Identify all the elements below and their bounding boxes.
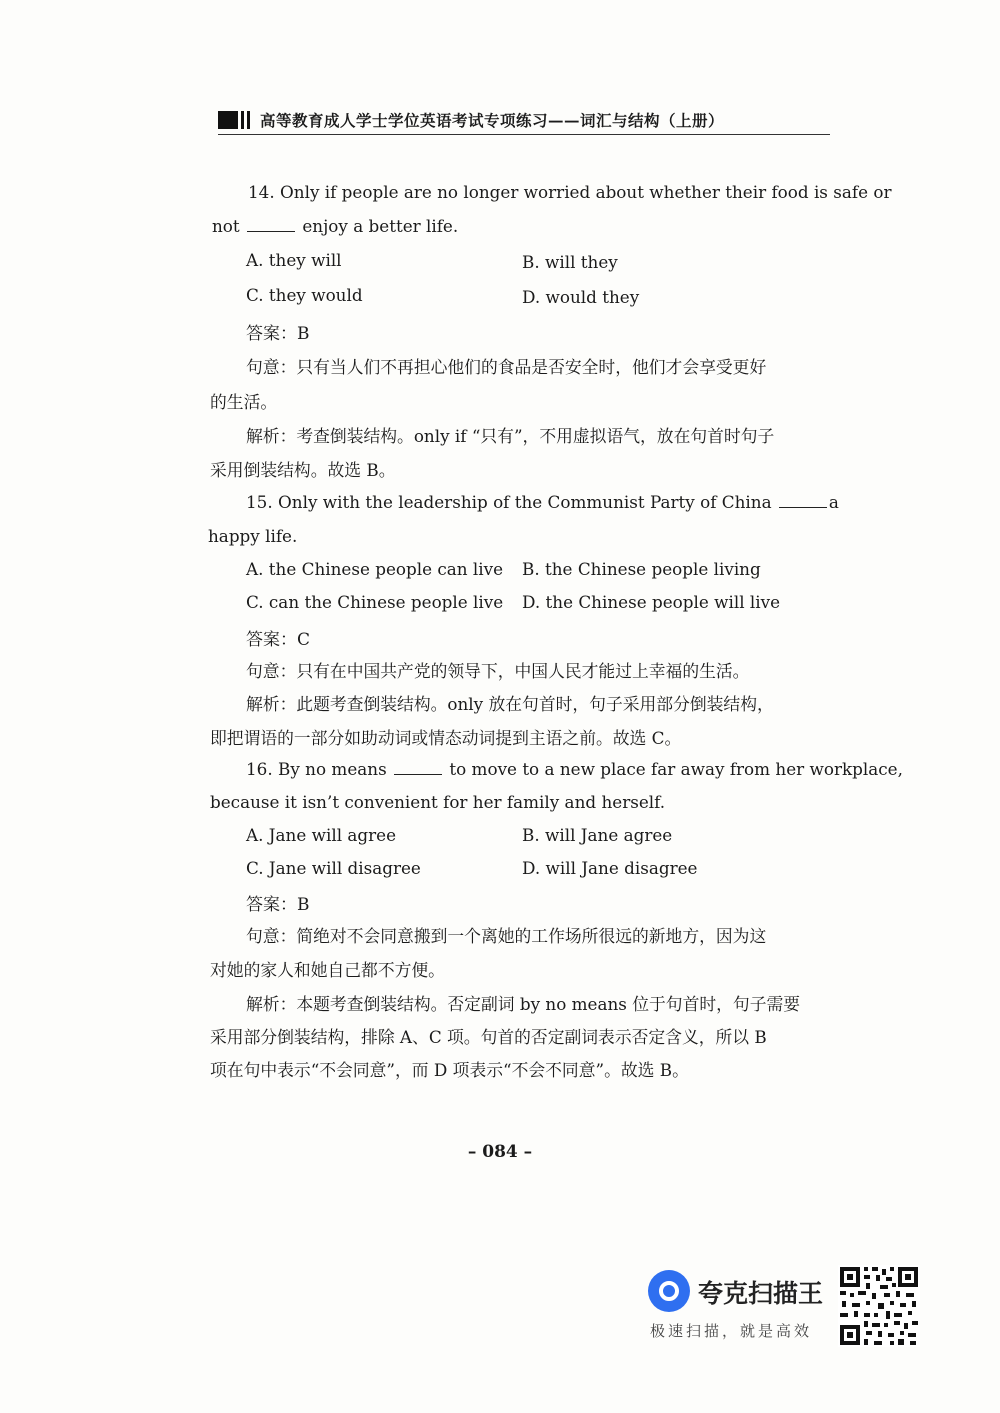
q14-option-a: A. they will <box>246 250 342 270</box>
q15-option-d: D. the Chinese people will live <box>522 592 781 612</box>
q16-option-b: B. will Jane agree <box>522 825 673 845</box>
q14-analysis-line1: 解析：考查倒装结构。only if “只有”，不用虚拟语气，放在句首时句子 <box>246 426 775 446</box>
q14-option-d: D. would they <box>522 287 640 307</box>
q15-stem-line1 <box>246 492 839 512</box>
q14-blank <box>247 217 295 232</box>
q16-stem-line1 <box>246 759 903 779</box>
header-bars-icon <box>218 111 250 129</box>
qr-code-icon <box>838 1265 920 1347</box>
q14-stem-line2 <box>212 216 458 236</box>
q14-stem-pre: not <box>212 216 240 236</box>
q16-blank <box>394 760 442 775</box>
q16-stem-line2: because it isn’t convenient for her family and herself. <box>210 792 666 812</box>
q16-analysis-line3: 项在句中表示“不会同意”，而 D 项表示“不会不同意”。故选 B。 <box>210 1060 689 1080</box>
q16-option-c: C. Jane will disagree <box>246 858 421 878</box>
q15-analysis-line2: 即把谓语的一部分如助动词或情态动词提到主语之前。故选 C。 <box>210 728 682 748</box>
q16-stem-post: to move to a new place far away from her workplace, <box>449 759 903 779</box>
header-title: 高等教育成人学士学位英语考试专项练习——词汇与结构（上册） <box>260 111 725 130</box>
scanner-logo-icon <box>648 1270 690 1312</box>
q16-option-a: A. Jane will agree <box>246 825 397 845</box>
q16-analysis-line2: 采用部分倒装结构，排除 A、C 项。句首的否定副词表示否定含义，所以 B <box>210 1027 767 1047</box>
q16-option-d: D. will Jane disagree <box>522 858 698 878</box>
q16-answer: 答案：B <box>246 895 310 915</box>
q15-stem-line2: happy life. <box>208 526 298 546</box>
q16-stem-pre: 16. By no means <box>246 759 387 779</box>
q15-blank <box>779 493 827 508</box>
scanner-tagline: 极速扫描，就是高效 <box>650 1322 813 1340</box>
q16-meaning-line1: 句意：简绝对不会同意搬到一个离她的工作场所很远的新地方，因为这 <box>246 926 767 946</box>
q14-stem-line1: 14. Only if people are no longer worried about whether their food is safe or <box>248 182 892 202</box>
q14-analysis-line2: 采用倒装结构。故选 B。 <box>210 460 396 480</box>
q14-option-c: C. they would <box>246 285 363 305</box>
running-header <box>218 108 830 132</box>
scanner-app-name: 夸克扫描王 <box>698 1279 824 1308</box>
q15-stem-post: a <box>828 492 839 512</box>
q15-option-b: B. the Chinese people living <box>522 559 761 579</box>
q14-option-b: B. will they <box>522 252 618 272</box>
scanner-watermark <box>648 1266 828 1344</box>
q15-stem-pre: 15. Only with the leadership of the Communist Party of China <box>246 492 772 512</box>
q16-analysis-line1: 解析：本题考查倒装结构。否定副词 by no means 位于句首时，句子需要 <box>246 994 801 1014</box>
q14-stem-post: enjoy a better life. <box>302 216 459 236</box>
q15-analysis-line1: 解析：此题考查倒装结构。only 放在句首时，句子采用部分倒装结构， <box>246 694 774 714</box>
q16-meaning-line2: 对她的家人和她自己都不方便。 <box>210 960 445 980</box>
q14-meaning-line1: 句意：只有当人们不再担心他们的食品是否安全时，他们才会享受更好 <box>246 357 767 377</box>
q15-option-c: C. can the Chinese people live <box>246 592 504 612</box>
q14-answer: 答案：B <box>246 324 310 344</box>
page-number: – 084 – <box>467 1142 533 1162</box>
q14-meaning-line2: 的生活。 <box>210 392 278 412</box>
q15-meaning-line1: 句意：只有在中国共产党的领导下，中国人民才能过上幸福的生活。 <box>246 661 750 681</box>
header-rule <box>218 134 830 135</box>
q15-option-a: A. the Chinese people can live <box>246 559 504 579</box>
q15-answer: 答案：C <box>246 630 311 650</box>
